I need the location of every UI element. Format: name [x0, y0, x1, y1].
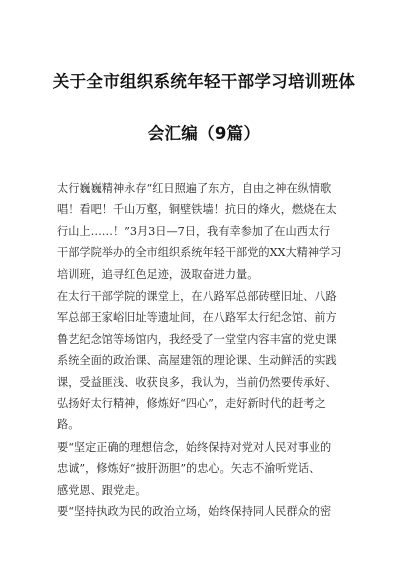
paragraph-line: 系统全面的政治课、高屋建瓴的理论课、生动鲜活的实践 [57, 354, 337, 368]
paragraph-line: 路。 [57, 418, 80, 432]
paragraph-line: 忠诚”，修炼好“披肝沥胆”的忠心。矢志不渝听党话、 [57, 462, 321, 476]
paragraph-line: 干部学院举办的全市组织系统年轻干部党的XX大精神学习 [57, 246, 342, 260]
document-title-line-1: 关于全市组织系统年轻干部学习培训班体 [52, 72, 356, 91]
paragraph-line: 培训班，追寻红色足迹，汲取奋进力量。 [57, 267, 259, 281]
paragraph-line: 唱！看吧！千山万壑，铜壁铁墙！抗日的烽火，燃烧在太 [57, 203, 337, 217]
document-title-line-2: 会汇编（9篇） [147, 124, 261, 143]
paragraph-line: 军总部王家峪旧址等遗址间，在八路军太行纪念馆、前方 [57, 311, 337, 325]
paragraph-line: 感党恩、跟党走。 [57, 483, 147, 497]
paragraph-line: 行山上……！”3月3日—7日，我有幸参加了在山西太行 [57, 224, 331, 238]
paragraph-line: 太行巍巍精神永存“红日照遍了东方，自由之神在纵情歌 [57, 182, 332, 195]
paragraph-line: 在太行干部学院的课堂上，在八路军总部砖壁旧址、八路 [57, 290, 337, 303]
paragraph-line: 要“坚定正确的理想信念，始终保持对党对人民对事业的 [57, 441, 332, 454]
body-paragraph-1 [57, 178, 359, 285]
body-paragraph-4 [57, 501, 359, 522]
paragraph-line: 鲁艺纪念馆等场馆内，我经受了一堂堂内容丰富的党史课 [57, 332, 337, 346]
paragraph-line: 要“坚持执政为民的政治立场，始终保持同人民群众的密 [57, 505, 332, 518]
body-paragraph-2 [57, 286, 359, 436]
paragraph-line: 课，受益匪浅、收获良多，我认为，当前仍然要传承好、 [57, 375, 337, 389]
paragraph-line: 弘扬好太行精神，修炼好“四心”，走好新时代的赶考之 [57, 396, 326, 410]
body-paragraph-3 [57, 437, 359, 501]
